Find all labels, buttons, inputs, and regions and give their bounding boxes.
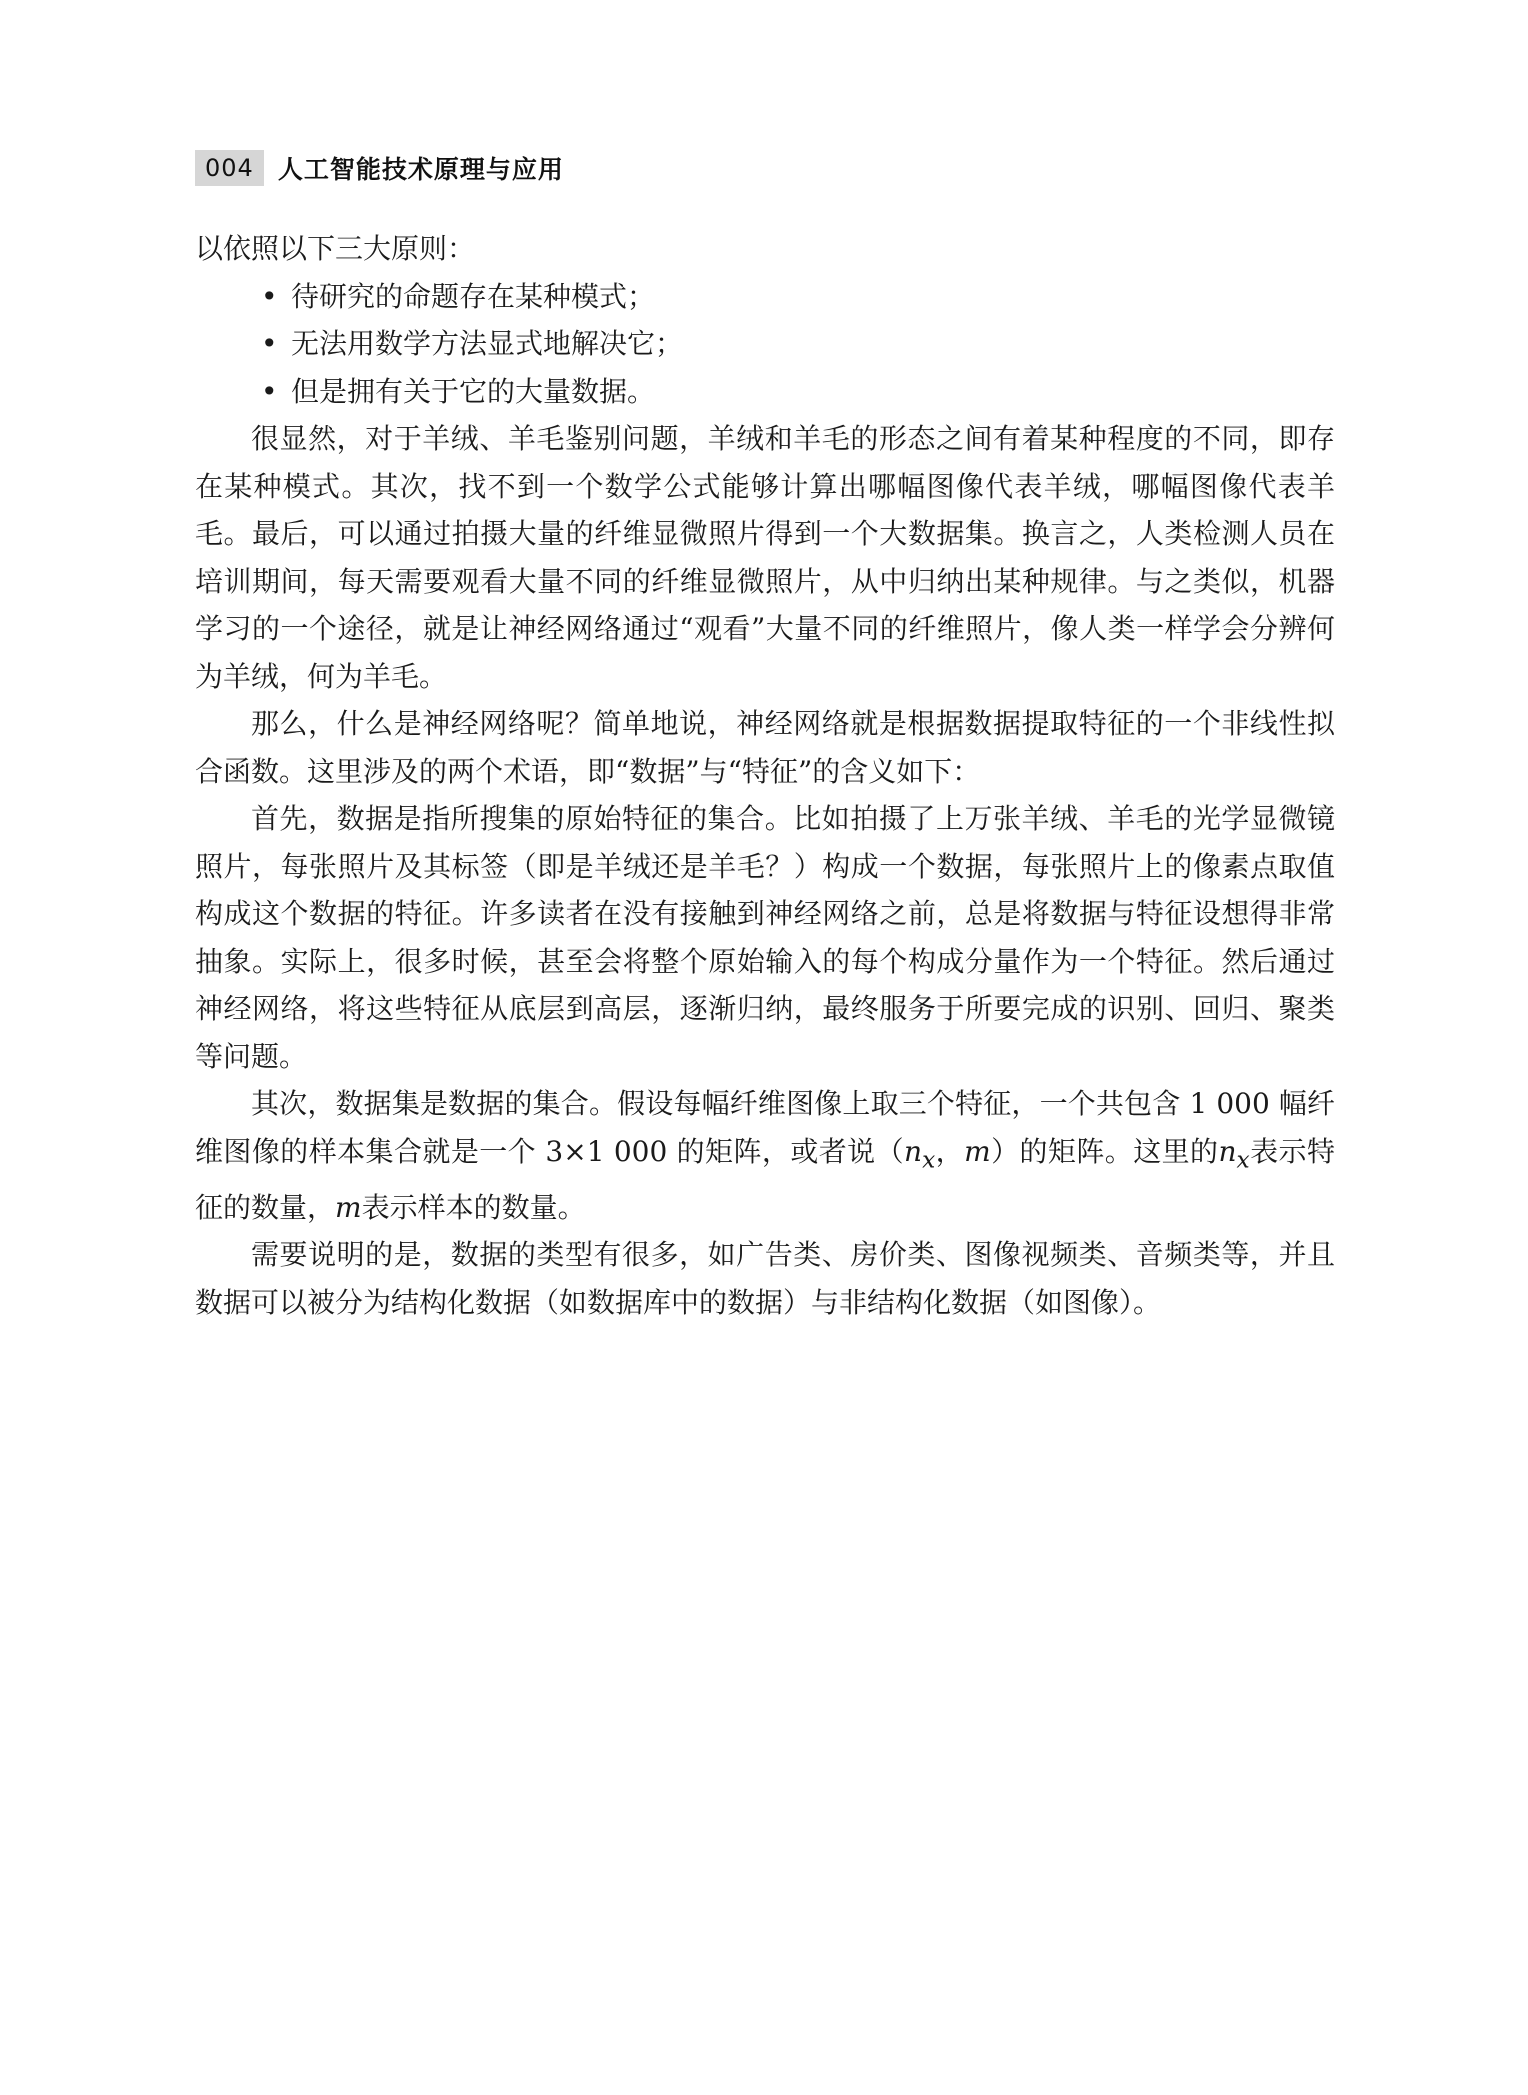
list-item xyxy=(261,320,1335,368)
book-title: 人工智能技术原理与应用 xyxy=(277,155,564,184)
bullet-icon: • xyxy=(261,279,278,313)
bullet-icon: • xyxy=(261,374,278,408)
text-run: 表示特征的数量， xyxy=(195,1134,1335,1224)
list-item-text: 无法用数学方法显式地解决它； xyxy=(291,327,684,360)
math-n: n xyxy=(904,1134,923,1168)
paragraph-dataset xyxy=(195,1080,1335,1231)
math-m: m xyxy=(964,1134,991,1168)
list-item xyxy=(261,368,1335,416)
list-item-text: 但是拥有关于它的大量数据。 xyxy=(291,374,656,408)
math-subscript: x xyxy=(1236,1145,1250,1174)
body-text xyxy=(195,225,1335,1326)
text-run: 表示样本的数量。 xyxy=(361,1190,586,1224)
running-header xyxy=(195,150,564,186)
text-run: 其次，数据集是数据的集合。假设每幅纤维图像上取三个特征，一个共包含 1 000 幅纤维图像的样本集合就是一个 3×1 000 的矩阵，或者说（ xyxy=(195,1087,1335,1168)
list-item-text: 待研究的命题存在某种模式； xyxy=(291,279,656,313)
math-subscript: x xyxy=(922,1145,936,1174)
paragraph-data-types: 需要说明的是，数据的类型有很多，如广告类、房价类、图像视频类、音频类等，并且数据可以被分为结构化数据（如数据库中的数据）与非结构化数据（如图像）。 xyxy=(195,1238,1335,1319)
page-number: 004 xyxy=(195,150,264,186)
intro-line: 以依照以下三大原则： xyxy=(195,232,476,265)
paragraph-data-definition: 首先，数据是指所搜集的原始特征的集合。比如拍摄了上万张羊绒、羊毛的光学显微镜照片，每张照片及其标签（即是羊绒还是羊毛？）构成一个数据，每张照片上的像素点取值构成这个数据的特征。许多读者在没有接触到神经网络之前，总是将数据与特征设想得非常抽象。实际上，很多时候，甚至会将整个原始输入的每个构成分量作为一个特征。然后通过神经网络，将这些特征从底层到高层，逐渐归纳，最终服务于所要完成的识别、回归、聚类等问题。 xyxy=(195,802,1335,1073)
math-n: n xyxy=(1218,1134,1237,1168)
paragraph-neural-network: 那么，什么是神经网络呢？简单地说，神经网络就是根据数据提取特征的一个非线性拟合函数。这里涉及的两个术语，即“数据”与“特征”的含义如下： xyxy=(195,707,1335,788)
principle-list xyxy=(195,273,1335,416)
text-run: ， xyxy=(935,1134,965,1168)
bullet-icon: • xyxy=(261,327,278,360)
text-run: ）的矩阵。这里的 xyxy=(990,1134,1219,1168)
math-m: m xyxy=(335,1190,362,1224)
list-item xyxy=(261,273,1335,321)
paragraph-wool-cashmere: 很显然，对于羊绒、羊毛鉴别问题，羊绒和羊毛的形态之间有着某种程度的不同，即存在某种模式。其次，找不到一个数学公式能够计算出哪幅图像代表羊绒，哪幅图像代表羊毛。最后，可以通过拍摄大量的纤维显微照片得到一个大数据集。换言之，人类检测人员在培训期间，每天需要观看大量不同的纤维显微照片，从中归纳出某种规律。与之类似，机器学习的一个途径，就是让神经网络通过“观看”大量不同的纤维照片，像人类一样学会分辨何为羊绒，何为羊毛。 xyxy=(195,422,1335,693)
